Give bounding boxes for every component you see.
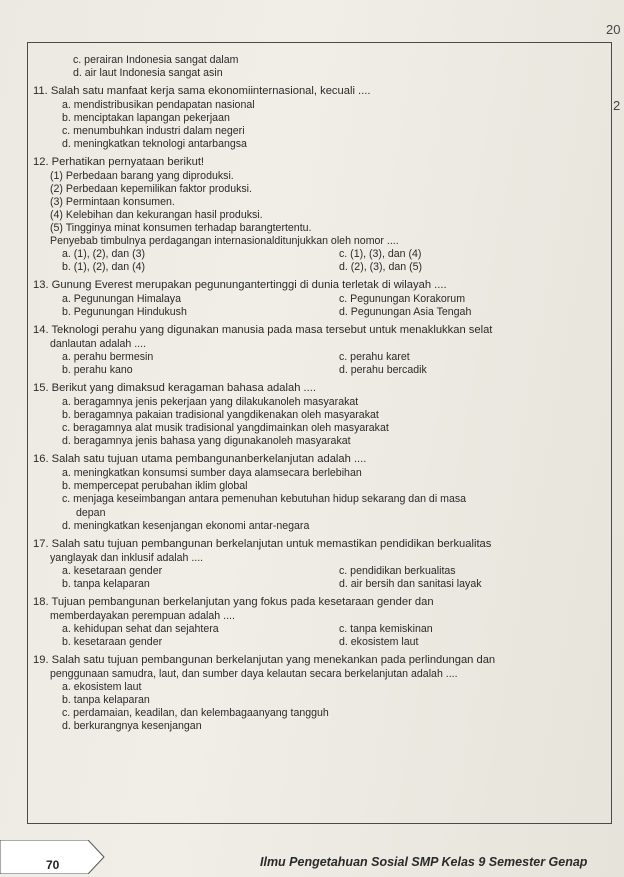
question-line: 13. Gunung Everest merupakan pegunungantertinggi di dunia terletak di wilayah .... <box>33 279 447 291</box>
text-line: Penyebab timbulnya perdagangan internasionalditunjukkan oleh nomor .... <box>50 235 399 247</box>
text-line: d. meningkatkan kesenjangan ekonomi antar-negara <box>62 520 310 532</box>
text-line: d. berkurangnya kesenjangan <box>62 720 202 732</box>
text-line: c. perahu karet <box>339 351 410 363</box>
text-line: a. (1), (2), dan (3) <box>62 248 146 260</box>
book-title: Ilmu Pengetahuan Sosial SMP Kelas 9 Semester Genap <box>260 855 588 869</box>
text-line: depan <box>76 507 106 519</box>
text-line: d. ekosistem laut <box>339 636 419 648</box>
right-edge-fragment: 2 <box>613 98 621 113</box>
text-line: d. air bersih dan sanitasi layak <box>339 578 482 590</box>
text-line: d. perahu bercadik <box>339 364 427 376</box>
text-line: b. Pegunungan Hindukush <box>62 306 187 318</box>
text-line: d. beragamnya jenis bahasa yang digunakanoleh masyarakat <box>62 435 351 447</box>
text-line: b. mempercepat perubahan iklim global <box>62 480 248 492</box>
text-line: d. meningkatkan teknologi antarbangsa <box>62 138 247 150</box>
text-line: (3) Permintaan konsumen. <box>50 196 175 208</box>
question-line: 18. Tujuan pembangunan berkelanjutan yang fokus pada kesetaraan gender dan <box>33 596 434 608</box>
question-line: 17. Salah satu tujuan pembangunan berkelanjutan untuk memastikan pendidikan berkualitas <box>33 538 492 550</box>
text-line: b. (1), (2), dan (4) <box>62 261 146 273</box>
text-line: danlautan adalah .... <box>50 338 147 350</box>
text-line: a. meningkatkan konsumsi sumber daya alamsecara berlebihan <box>62 467 362 479</box>
question-line: 15. Berikut yang dimaksud keragaman bahasa adalah .... <box>33 382 316 394</box>
page-number: 70 <box>46 858 60 872</box>
text-line: d. air laut Indonesia sangat asin <box>73 67 223 79</box>
text-line: c. tanpa kemiskinan <box>339 623 433 635</box>
text-line: (2) Perbedaan kepemilikan faktor produksi. <box>50 183 252 195</box>
text-line: d. Pegunungan Asia Tengah <box>339 306 472 318</box>
text-line: memberdayakan perempuan adalah .... <box>50 610 235 622</box>
question-line: 19. Salah satu tujuan pembangunan berkelanjutan yang menekankan pada perlindungan dan <box>33 654 496 666</box>
text-line: a. kehidupan sehat dan sejahtera <box>62 623 219 635</box>
text-line: a. mendistribusikan pendapatan nasional <box>62 99 255 111</box>
text-line: c. menumbuhkan industri dalam negeri <box>62 125 245 137</box>
question-line: 16. Salah satu tujuan utama pembangunanberkelanjutan adalah .... <box>33 453 367 465</box>
text-line: (1) Perbedaan barang yang diproduksi. <box>50 170 234 182</box>
text-line: b. kesetaraan gender <box>62 636 163 648</box>
text-line: c. (1), (3), dan (4) <box>339 248 422 260</box>
text-line: b. beragamnya pakaian tradisional yangdikenakan oleh masyarakat <box>62 409 379 421</box>
text-line: c. beragamnya alat musik tradisional yangdimainkan oleh masyarakat <box>62 422 389 434</box>
text-line: (5) Tingginya minat konsumen terhadap barangtertentu. <box>50 222 312 234</box>
top-right-page-fragment: 20 <box>606 22 621 37</box>
question-line: 14. Teknologi perahu yang digunakan manusia pada masa tersebut untuk menaklukkan selat <box>33 324 493 336</box>
text-line: b. tanpa kelaparan <box>62 578 150 590</box>
text-line: d. (2), (3), dan (5) <box>339 261 423 273</box>
text-line: a. beragamnya jenis pekerjaan yang dilakukanoleh masyarakat <box>62 396 359 408</box>
question-line: 12. Perhatikan pernyataan berikut! <box>33 156 205 168</box>
text-line: (4) Kelebihan dan kekurangan hasil produksi. <box>50 209 263 221</box>
text-line: c. Pegunungan Korakorum <box>339 293 466 305</box>
text-line: a. Pegunungan Himalaya <box>62 293 181 305</box>
text-line: b. perahu kano <box>62 364 133 376</box>
text-line: yanglayak dan inklusif adalah .... <box>50 552 204 564</box>
text-line: c. pendidikan berkualitas <box>339 565 456 577</box>
text-line: c. menjaga keseimbangan antara pemenuhan kebutuhan hidup sekarang dan di masa <box>62 493 467 505</box>
question-line: 11. Salah satu manfaat kerja sama ekonomiinternasional, kecuali .... <box>33 85 371 97</box>
text-line: b. tanpa kelaparan <box>62 694 150 706</box>
text-line: c. perdamaian, keadilan, dan kelembagaanyang tangguh <box>62 707 329 719</box>
text-line: a. kesetaraan gender <box>62 565 163 577</box>
text-line: a. ekosistem laut <box>62 681 142 693</box>
text-line: c. perairan Indonesia sangat dalam <box>73 54 239 66</box>
text-line: a. perahu bermesin <box>62 351 154 363</box>
text-line: penggunaan samudra, laut, dan sumber daya kelautan secara berkelanjutan adalah .... <box>50 668 458 680</box>
text-line: b. menciptakan lapangan pekerjaan <box>62 112 230 124</box>
